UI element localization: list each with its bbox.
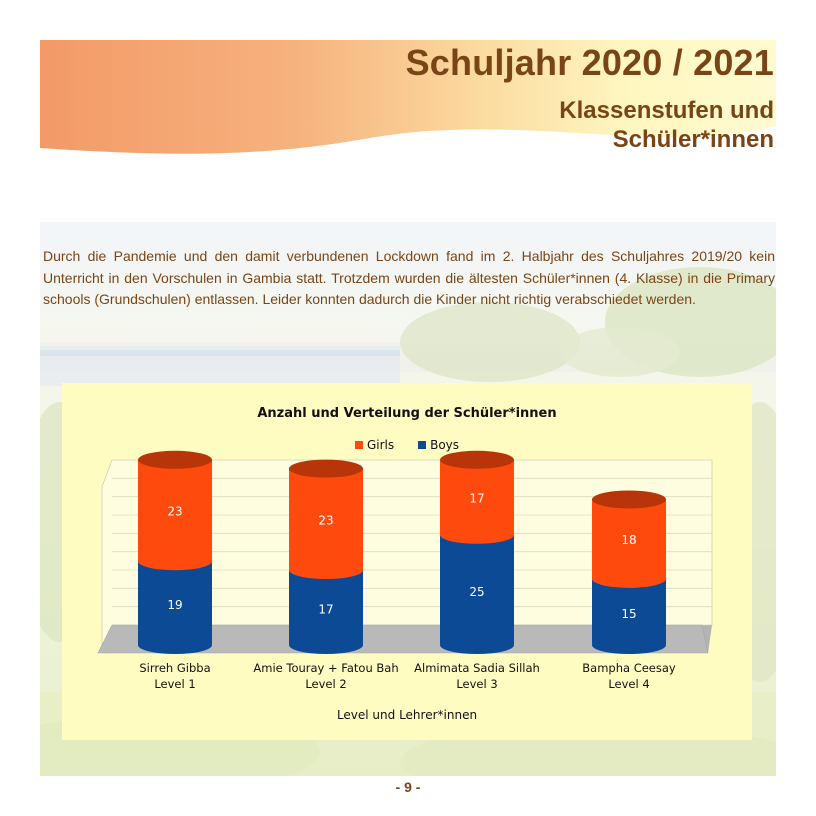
chart-panel	[62, 383, 752, 740]
page-title: Schuljahr 2020 / 2021	[405, 42, 774, 83]
data-label-girls-1: 23	[167, 504, 183, 519]
bar-cap-3	[440, 451, 514, 469]
x-tick-label-2: Amie Touray + Fatou Bah	[253, 661, 399, 675]
data-label-girls-4: 18	[621, 533, 637, 548]
bar-cap-2	[289, 460, 363, 478]
intro-paragraph: Durch die Pandemie und den damit verbundenen Lockdown fand im 2. Halbjahr des Schuljahres 2019/20 kein Unterricht in den Vorschulen in Gambia statt. Trotzdem wurden die ältesten Schüler*innen (4. Klasse) in die Primary schools (Grundschulen) entlassen. Leider konnten dadurch die Kinder nicht richtig verabschiedet werden.	[43, 248, 775, 307]
data-label-boys-3: 25	[469, 584, 485, 599]
page-number: - 9 -	[395, 779, 421, 795]
data-label-boys-2: 17	[318, 602, 334, 617]
data-label-boys-4: 15	[621, 606, 637, 621]
x-tick-label-1: Sirreh Gibba	[139, 661, 211, 675]
bar-cap-1	[138, 451, 212, 469]
data-label-boys-1: 19	[167, 598, 183, 613]
chart-title: Anzahl und Verteilung der Schüler*innen	[257, 406, 557, 421]
x-tick-label-4: Bampha Ceesay	[582, 661, 676, 675]
x-tick-sublabel-3: Level 3	[456, 677, 498, 691]
bar-cap-4	[592, 490, 666, 508]
page-subtitle: Klassenstufen und Schüler*innen	[559, 97, 774, 153]
legend-label-girls: Girls	[366, 438, 395, 452]
x-tick-label-3: Almimata Sadia Sillah	[414, 661, 540, 675]
x-tick-sublabel-1: Level 1	[154, 677, 196, 691]
legend-label-boys: Boys	[430, 438, 460, 452]
data-label-girls-3: 17	[469, 491, 485, 506]
x-tick-sublabel-4: Level 4	[608, 677, 650, 691]
chart-plot	[62, 383, 752, 740]
chart-x-axis-label: Level und Lehrer*innen	[336, 708, 478, 722]
data-label-girls-2: 23	[318, 513, 334, 528]
x-tick-sublabel-2: Level 2	[305, 677, 347, 691]
